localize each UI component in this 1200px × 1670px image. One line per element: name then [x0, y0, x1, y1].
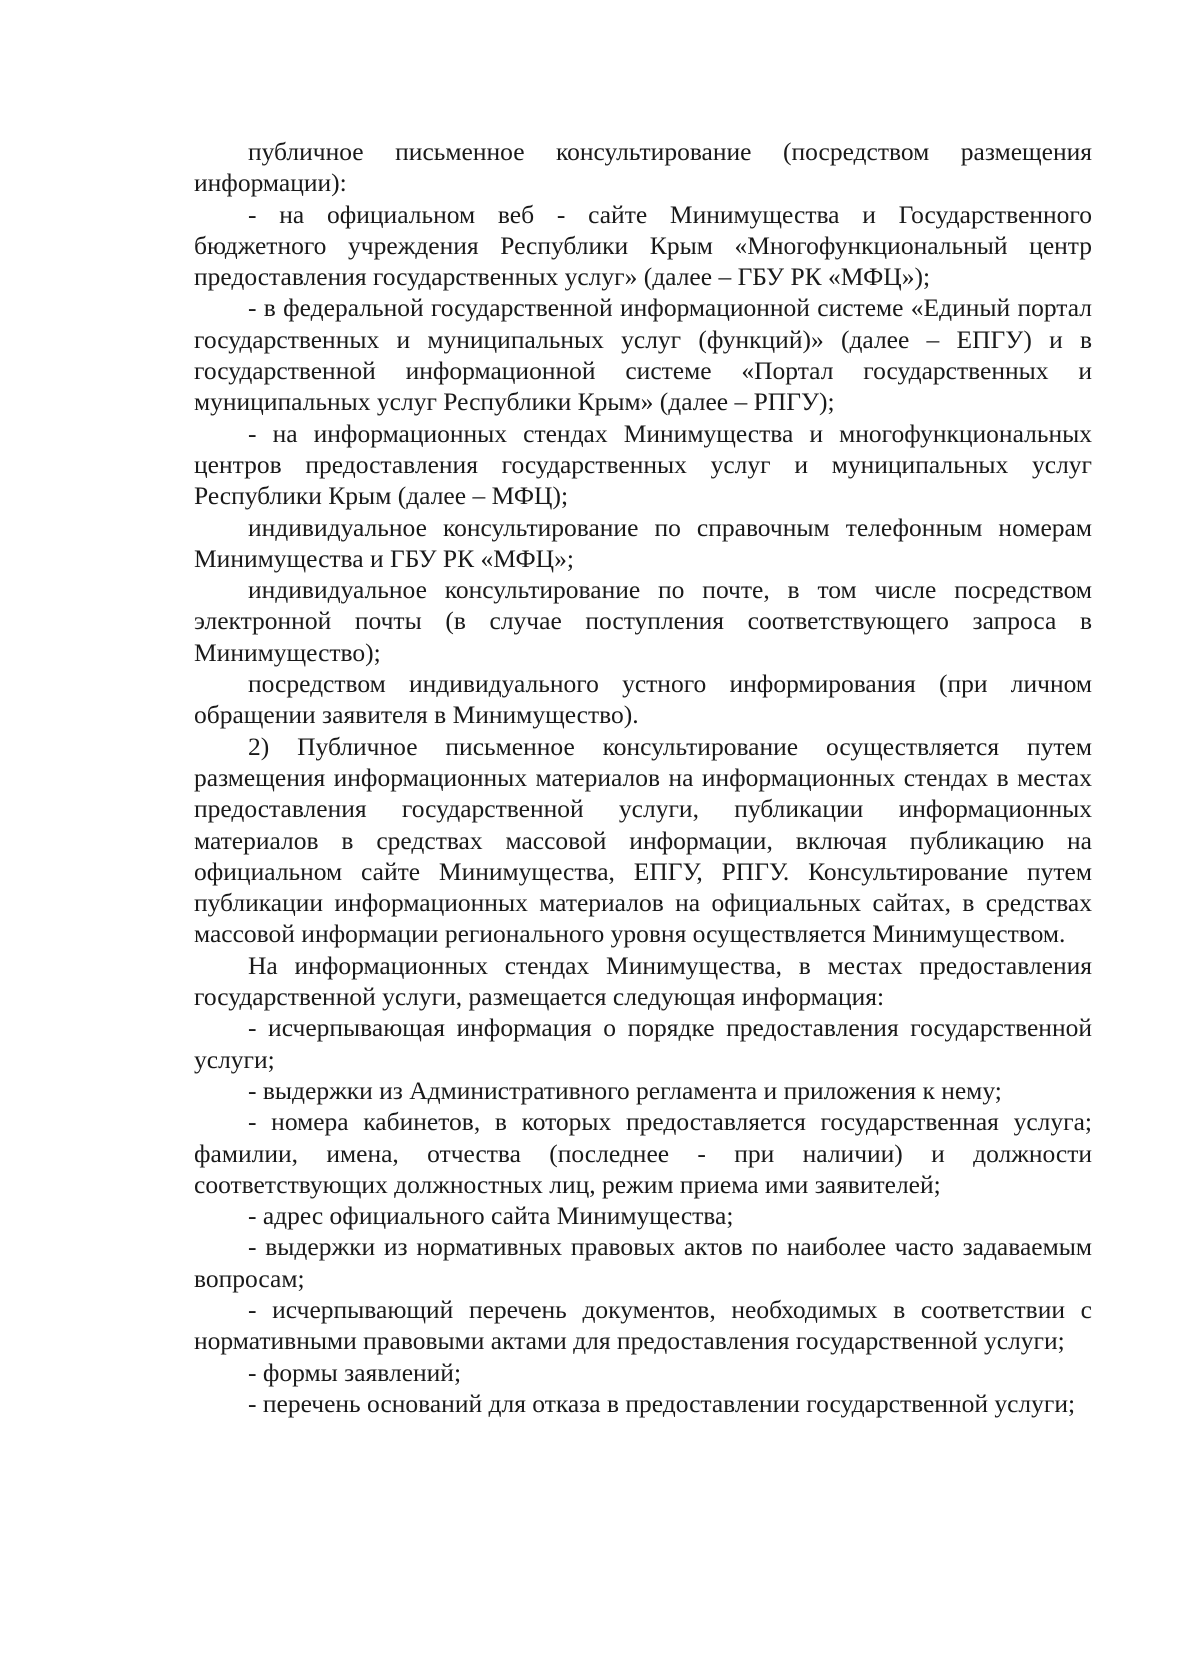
- list-item-documents-list: - исчерпывающий перечень документов, необходимых в соответствии с нормативными правовыми актами для предоставления государственной услуги;: [194, 1294, 1092, 1356]
- paragraph-public-consulting: публичное письменное консультирование (посредством размещения информации):: [194, 137, 1092, 198]
- list-item-website-address: - адрес официального сайта Минимущества;: [248, 1201, 734, 1231]
- document-body: [194, 136, 1092, 1419]
- paragraph-mail-consulting: индивидуальное консультирование по почте, в том числе посредством электронной почты (в случае поступления соответствующего запроса в Минимущество);: [194, 575, 1092, 667]
- paragraph-stands-info-intro: На информационных стендах Минимущества, в местах предоставления государственной услуги, размещается следующая информация:: [194, 950, 1092, 1012]
- paragraph-info-stands: - на информационных стендах Минимущества и многофункциональных центров предоставления государственных услуг и муниципальных услуг Республики Крым (далее – МФЦ);: [194, 418, 1092, 511]
- paragraph-epgu-rpgu: - в федеральной государственной информационной системе «Единый портал государственных и муниципальных услуг (функций)» (далее – ЕПГУ) и в государственной информационной системе «Портал государственных и муниципальных услуг Республики Крым» (далее – РПГУ);: [194, 293, 1092, 417]
- list-item-refusal-grounds: - перечень оснований для отказа в предоставлении государственной услуги;: [248, 1388, 1076, 1418]
- list-item-application-forms: - формы заявлений;: [248, 1357, 462, 1387]
- paragraph-section-2: 2) Публичное письменное консультирование осуществляется путем размещения информационных материалов на информационных стендах в местах предоставления государственной услуги, публикации информационных материалов в средствах массовой информации, включая публикацию на официальном сайте Минимущества, ЕПГУ, РПГУ. Консультирование путем публикации информационных материалов на официальных сайтах, в средствах массовой информации регионального уровня осуществляется Минимуществом.: [194, 731, 1092, 949]
- paragraph-official-website: - на официальном веб - сайте Минимущества и Государственного бюджетного учреждения Республики Крым «Многофункциональный центр предоставления государственных услуг» (далее – ГБУ РК «МФЦ»);: [194, 199, 1092, 292]
- paragraph-oral-informing: посредством индивидуального устного информирования (при личном обращении заявителя в Минимущество).: [194, 669, 1092, 730]
- paragraph-phone-consulting: индивидуальное консультирование по справочным телефонным номерам Минимущества и ГБУ РК «МФЦ»;: [194, 512, 1092, 573]
- list-item-office-numbers: - номера кабинетов, в которых предоставляется государственная услуга; фамилии, имена, отчества (последнее - при наличии) и должности соответствующих должностных лиц, режим приема ими заявителей;: [194, 1107, 1092, 1199]
- list-item-regulation-excerpts: - выдержки из Административного регламента и приложения к нему;: [248, 1075, 1002, 1105]
- list-item-procedure-info: - исчерпывающая информация о порядке предоставления государственной услуги;: [194, 1013, 1092, 1074]
- list-item-legal-excerpts: - выдержки из нормативных правовых актов по наиболее часто задаваемым вопросам;: [194, 1232, 1092, 1293]
